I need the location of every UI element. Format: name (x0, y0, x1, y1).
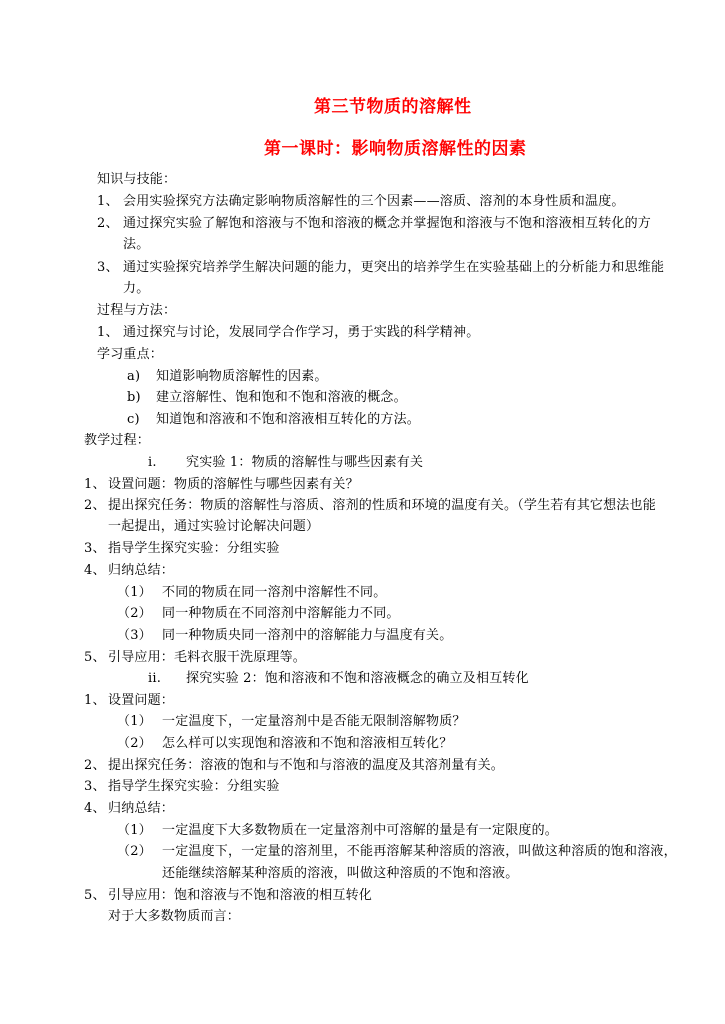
page-title: 第三节物质的溶解性 (314, 97, 472, 117)
step-continuation: 一起提出，通过实验讨论解决问题） (108, 519, 320, 534)
list-item-text: 知道饱和溶液和不饱和溶液相互转化的方法。 (156, 412, 421, 427)
summary-text: 同一种物质在不同溶剂中溶解能力不同。 (162, 606, 400, 621)
section-heading-key-points: 学习重点： (97, 347, 164, 362)
summary-text: 一定温度下大多数物质在一定量溶剂中可溶解的量是有一定限度的。 (162, 823, 559, 838)
experiment-title: 究实验 1：物质的溶解性与哪些因素有关 (186, 455, 424, 470)
step-text: 引导应用：毛料衣服干洗原理等。 (108, 650, 307, 665)
list-item-text: 会用实验探究方法确定影响物质溶解性的三个因素——溶质、溶剂的本身性质和温度。 (123, 194, 625, 209)
step-text: 设置问题：物质的溶解性与哪些因素有关？ (108, 477, 359, 492)
experiment-title: 探究实验 2：饱和溶液和不饱和溶液概念的确立及相互转化 (186, 671, 529, 686)
list-item-letter: a) (127, 369, 141, 384)
list-item-text: 通过探究实验了解饱和溶液与不饱和溶液的概念并掌握饱和溶液与不饱和溶液相互转化的方 (123, 216, 652, 231)
list-item-continuation: 法。 (123, 237, 150, 252)
step-number: 5、 (84, 650, 106, 665)
step-text: 归纳总结： (108, 801, 175, 816)
question-number: （1） (117, 714, 152, 729)
closing-line: 对于大多数物质而言： (108, 909, 241, 924)
step-text: 归纳总结： (108, 563, 175, 578)
list-item-number: 3、 (97, 260, 119, 275)
step-number: 4、 (84, 801, 106, 816)
step-number: 5、 (84, 888, 106, 903)
step-text: 提出探究任务：物质的溶解性与溶质、溶剂的性质和环境的温度有关。（学生若有其它想法也能 (108, 498, 656, 513)
summary-text: 不同的物质在同一溶剂中溶解性不同。 (162, 585, 387, 600)
summary-continuation: 还能继续溶解某种溶质的溶液，叫做这种溶质的不饱和溶液。 (162, 866, 519, 881)
step-number: 1、 (84, 477, 106, 492)
summary-number: （2） (117, 844, 152, 859)
step-text: 指导学生探究实验：分组实验 (108, 779, 280, 794)
summary-number: （1） (117, 823, 152, 838)
experiment-number: ii. (148, 671, 162, 686)
page-subtitle: 第一课时：影响物质溶解性的因素 (264, 139, 527, 159)
step-number: 2、 (84, 758, 106, 773)
step-text: 提出探究任务：溶液的饱和与不饱和与溶液的温度及其溶剂量有关。 (108, 758, 505, 773)
step-number: 4、 (84, 563, 106, 578)
summary-text: 同一种物质央同一溶剂中的溶解能力与温度有关。 (162, 628, 453, 643)
step-number: 3、 (84, 779, 106, 794)
list-item-text: 建立溶解性、饱和饱和不饱和溶液的概念。 (156, 390, 407, 405)
list-item-text: 通过实验探究培养学生解决问题的能力，更突出的培养学生在实验基础上的分析能力和思维能 (123, 260, 665, 275)
list-item-text: 知道影响物质溶解性的因素。 (156, 369, 328, 384)
summary-number: （2） (117, 606, 152, 621)
summary-text: 一定温度下，一定量的溶剂里，不能再溶解某种溶质的溶液，叫做这种溶质的饱和溶液， (162, 844, 677, 859)
question-text: 怎么样可以实现饱和溶液和不饱和溶液相互转化？ (162, 736, 453, 751)
step-text: 引导应用：饱和溶液与不饱和溶液的相互转化 (108, 888, 373, 903)
list-item-letter: b) (127, 390, 141, 405)
step-text: 设置问题： (108, 693, 175, 708)
list-item-number: 1、 (97, 325, 119, 340)
list-item-continuation: 力。 (123, 281, 150, 296)
step-text: 指导学生探究实验：分组实验 (108, 541, 280, 556)
list-item-text: 通过探究与讨论，发展同学合作学习，勇于实践的科学精神。 (123, 325, 480, 340)
question-text: 一定温度下，一定量溶剂中是否能无限制溶解物质？ (162, 714, 466, 729)
experiment-number: i. (148, 455, 157, 470)
list-item-number: 1、 (97, 194, 119, 209)
section-heading-teaching-process: 教学过程： (84, 433, 151, 448)
question-number: （2） (117, 736, 152, 751)
list-item-letter: c) (127, 412, 140, 427)
section-heading-knowledge: 知识与技能： (97, 172, 177, 187)
step-number: 3、 (84, 541, 106, 556)
section-heading-process-method: 过程与方法： (97, 303, 177, 318)
step-number: 1、 (84, 693, 106, 708)
summary-number: （3） (117, 628, 152, 643)
list-item-number: 2、 (97, 216, 119, 231)
summary-number: （1） (117, 585, 152, 600)
step-number: 2、 (84, 498, 106, 513)
